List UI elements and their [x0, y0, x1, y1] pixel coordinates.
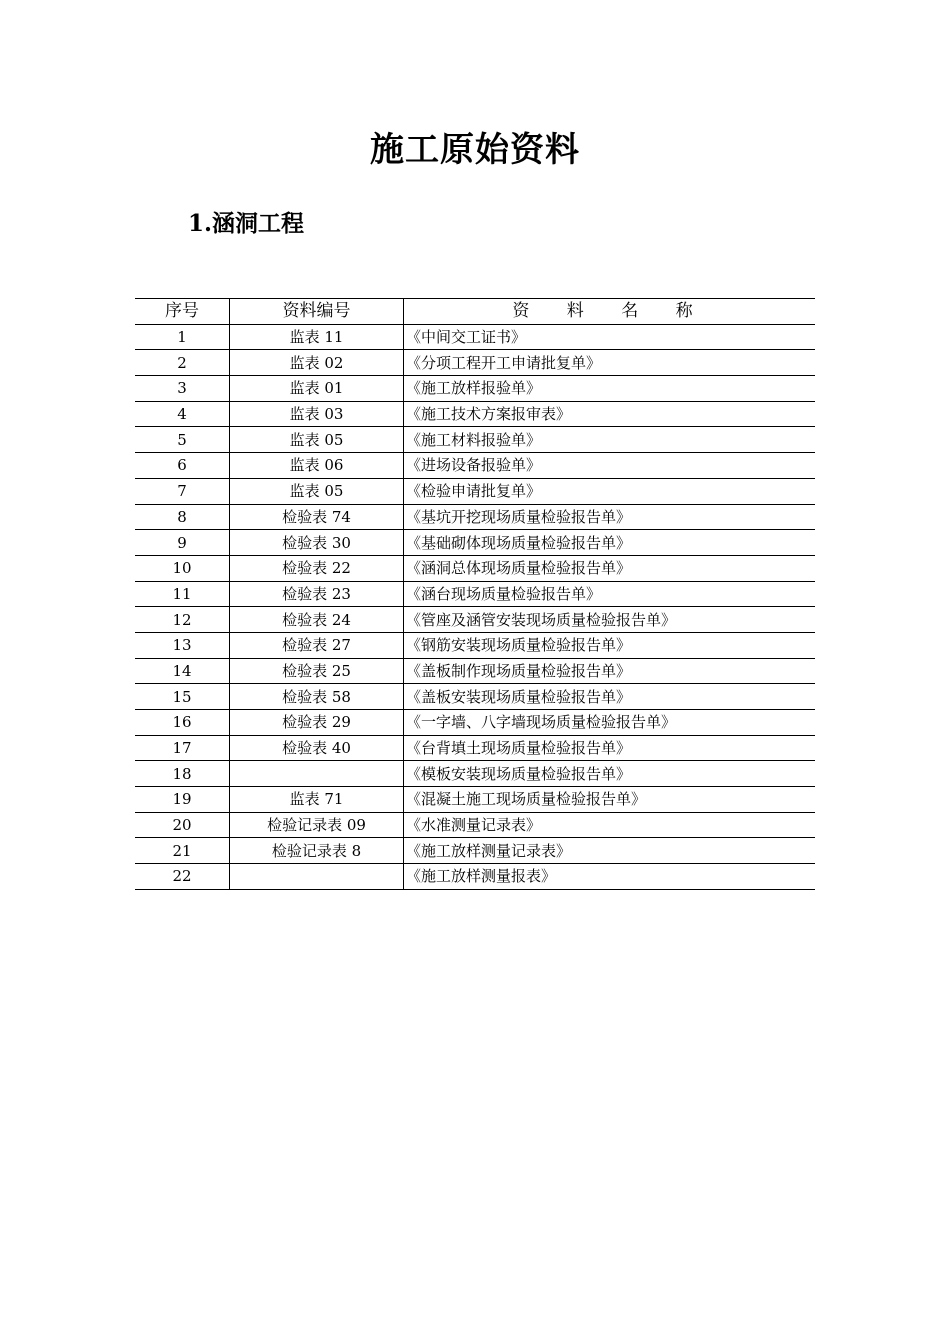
- table-row: [135, 864, 815, 890]
- row-serial-number: 4: [135, 401, 230, 427]
- row-serial-number: 14: [135, 658, 230, 684]
- row-serial-number: 22: [135, 864, 230, 890]
- table-row: [135, 453, 815, 479]
- row-document-name: 《基础砌体现场质量检验报告单》: [404, 530, 816, 556]
- row-document-code: 检验表 24: [230, 607, 404, 633]
- row-document-name: 《中间交工证书》: [404, 324, 816, 350]
- row-document-name: 《一字墙、八字墙现场质量检验报告单》: [404, 710, 816, 736]
- row-document-code: 监表 05: [230, 478, 404, 504]
- row-serial-number: 5: [135, 427, 230, 453]
- table-row: [135, 812, 815, 838]
- table-row: [135, 504, 815, 530]
- row-document-name: 《台背填土现场质量检验报告单》: [404, 735, 816, 761]
- row-document-code: 监表 05: [230, 427, 404, 453]
- row-document-name: 《施工放样测量记录表》: [404, 838, 816, 864]
- row-document-code: 监表 11: [230, 324, 404, 350]
- row-serial-number: 7: [135, 478, 230, 504]
- row-document-name: 《施工放样测量报表》: [404, 864, 816, 890]
- row-document-code: [230, 864, 404, 890]
- section-heading: 1.涵洞工程: [188, 210, 305, 237]
- row-serial-number: 3: [135, 376, 230, 402]
- table-row: [135, 787, 815, 813]
- row-document-code: 检验表 29: [230, 710, 404, 736]
- row-document-code: 检验表 58: [230, 684, 404, 710]
- row-document-code: 检验表 30: [230, 530, 404, 556]
- row-document-code: 监表 02: [230, 350, 404, 376]
- row-document-name: 《盖板安装现场质量检验报告单》: [404, 684, 816, 710]
- row-document-name: 《管座及涵管安装现场质量检验报告单》: [404, 607, 816, 633]
- row-document-name: 《模板安装现场质量检验报告单》: [404, 761, 816, 787]
- row-serial-number: 18: [135, 761, 230, 787]
- table-row: [135, 710, 815, 736]
- row-document-code: [230, 761, 404, 787]
- table-row: [135, 735, 815, 761]
- document-list-table: [135, 298, 815, 890]
- table-header-row: [135, 299, 815, 325]
- row-serial-number: 2: [135, 350, 230, 376]
- row-document-name: 《分项工程开工申请批复单》: [404, 350, 816, 376]
- row-document-name: 《施工放样报验单》: [404, 376, 816, 402]
- table-row: [135, 555, 815, 581]
- row-document-code: 检验记录表 09: [230, 812, 404, 838]
- row-serial-number: 12: [135, 607, 230, 633]
- header-serial-number: 序号: [135, 299, 230, 325]
- row-document-code: 监表 01: [230, 376, 404, 402]
- row-document-name: 《检验申请批复单》: [404, 478, 816, 504]
- row-serial-number: 16: [135, 710, 230, 736]
- row-serial-number: 21: [135, 838, 230, 864]
- table-row: [135, 607, 815, 633]
- table-row: [135, 376, 815, 402]
- table-row: [135, 324, 815, 350]
- row-document-name: 《涵洞总体现场质量检验报告单》: [404, 555, 816, 581]
- row-serial-number: 17: [135, 735, 230, 761]
- row-document-code: 检验表 22: [230, 555, 404, 581]
- row-serial-number: 10: [135, 555, 230, 581]
- row-document-code: 监表 06: [230, 453, 404, 479]
- row-document-code: 检验表 25: [230, 658, 404, 684]
- row-serial-number: 11: [135, 581, 230, 607]
- table-body: [135, 324, 815, 889]
- header-document-code: 资料编号: [230, 299, 404, 325]
- row-document-name: 《施工材料报验单》: [404, 427, 816, 453]
- row-document-code: 检验表 74: [230, 504, 404, 530]
- row-serial-number: 15: [135, 684, 230, 710]
- row-document-name: 《混凝土施工现场质量检验报告单》: [404, 787, 816, 813]
- table-row: [135, 632, 815, 658]
- row-document-name: 《涵台现场质量检验报告单》: [404, 581, 816, 607]
- row-serial-number: 20: [135, 812, 230, 838]
- page-title: 施工原始资料: [370, 130, 580, 170]
- row-document-code: 检验表 27: [230, 632, 404, 658]
- row-serial-number: 9: [135, 530, 230, 556]
- row-serial-number: 8: [135, 504, 230, 530]
- table-row: [135, 658, 815, 684]
- row-document-code: 监表 71: [230, 787, 404, 813]
- header-document-name: 资 料 名 称: [404, 299, 816, 325]
- row-document-name: 《进场设备报验单》: [404, 453, 816, 479]
- row-document-name: 《钢筋安装现场质量检验报告单》: [404, 632, 816, 658]
- table-row: [135, 401, 815, 427]
- table-row: [135, 581, 815, 607]
- row-document-name: 《盖板制作现场质量检验报告单》: [404, 658, 816, 684]
- table-row: [135, 761, 815, 787]
- row-document-code: 检验表 40: [230, 735, 404, 761]
- row-document-name: 《施工技术方案报审表》: [404, 401, 816, 427]
- table-row: [135, 838, 815, 864]
- row-document-name: 《基坑开挖现场质量检验报告单》: [404, 504, 816, 530]
- row-document-code: 检验记录表 8: [230, 838, 404, 864]
- table-row: [135, 478, 815, 504]
- table-row: [135, 530, 815, 556]
- table-row: [135, 684, 815, 710]
- row-serial-number: 6: [135, 453, 230, 479]
- table-row: [135, 427, 815, 453]
- row-serial-number: 1: [135, 324, 230, 350]
- row-document-name: 《水准测量记录表》: [404, 812, 816, 838]
- row-document-code: 监表 03: [230, 401, 404, 427]
- table-row: [135, 350, 815, 376]
- table-header: [135, 299, 815, 325]
- row-document-code: 检验表 23: [230, 581, 404, 607]
- row-serial-number: 19: [135, 787, 230, 813]
- row-serial-number: 13: [135, 632, 230, 658]
